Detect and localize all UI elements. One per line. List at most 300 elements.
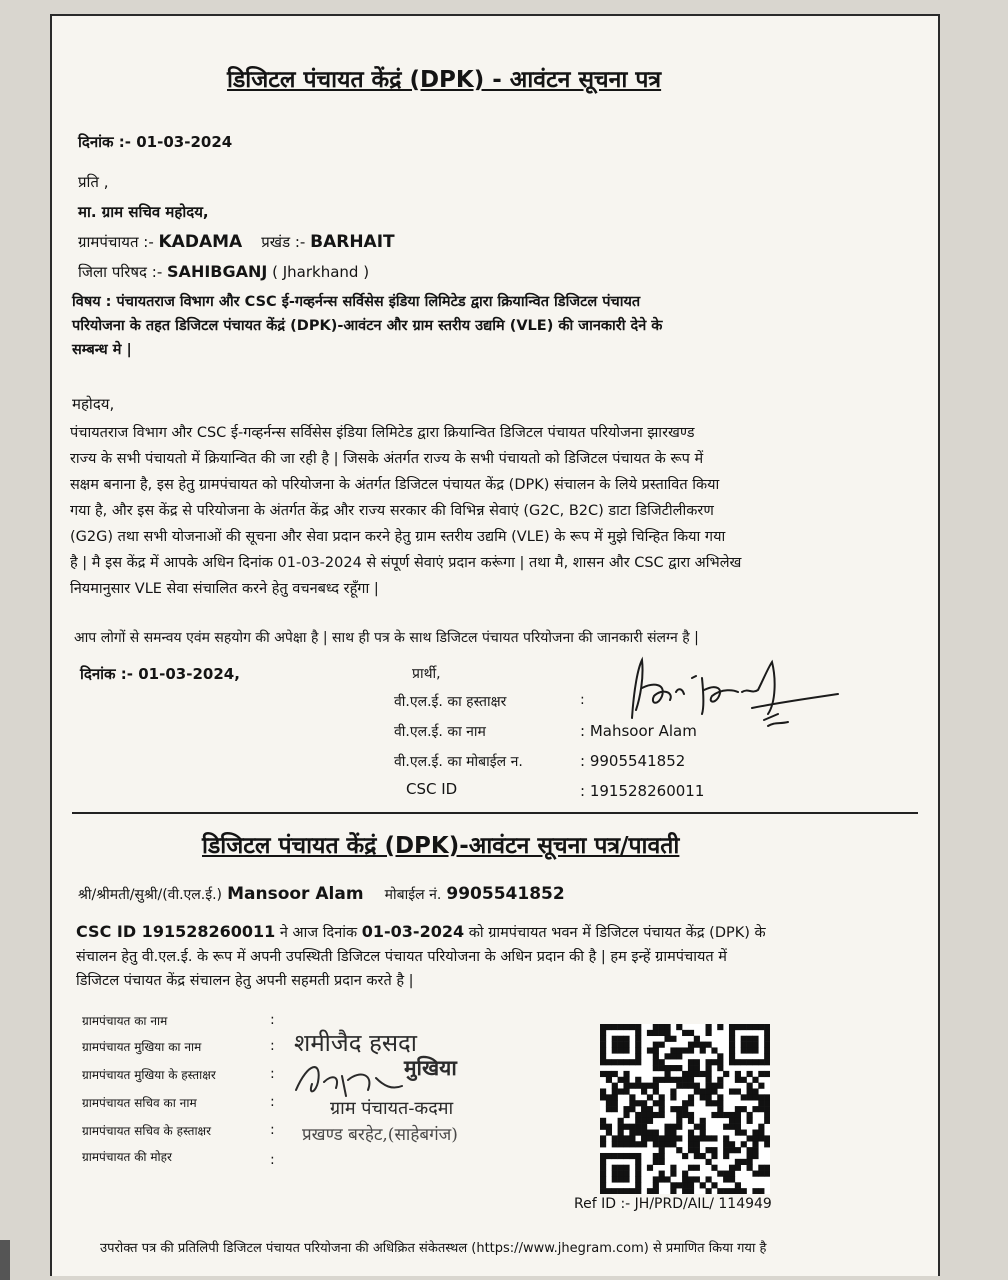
qr-module bbox=[764, 1030, 770, 1036]
qr-module bbox=[735, 1077, 741, 1083]
qr-module bbox=[600, 1042, 606, 1048]
qr-module bbox=[612, 1094, 618, 1100]
stamp-designation: मुखिया bbox=[404, 1055, 457, 1080]
mobile-label: मोबाईल नं. bbox=[384, 887, 442, 903]
qr-module bbox=[758, 1124, 764, 1130]
qr-module bbox=[735, 1112, 741, 1118]
qr-module bbox=[676, 1065, 682, 1071]
qr-module bbox=[752, 1077, 758, 1083]
qr-module bbox=[653, 1176, 659, 1182]
qr-module bbox=[688, 1182, 694, 1188]
qr-module bbox=[647, 1135, 653, 1141]
csc-id-text: CSC ID 191528260011 bbox=[76, 922, 276, 941]
qr-module bbox=[747, 1083, 753, 1089]
qr-module bbox=[612, 1042, 618, 1048]
qr-module bbox=[612, 1047, 618, 1053]
qr-module bbox=[612, 1036, 618, 1042]
qr-module bbox=[741, 1188, 747, 1194]
qr-module bbox=[606, 1077, 612, 1083]
qr-module bbox=[747, 1024, 753, 1030]
qr-module bbox=[723, 1176, 729, 1182]
qr-module bbox=[618, 1188, 624, 1194]
footer-note: उपरोक्त पत्र की प्रतिलिपी डिजिटल पंचायत परियोजना की अधिक्रित संकेतस्थल (https://www.jhegram.com) से प्रमाणित किया गया है bbox=[100, 1241, 767, 1256]
qr-module bbox=[600, 1153, 606, 1159]
qr-module bbox=[676, 1182, 682, 1188]
qr-module bbox=[747, 1112, 753, 1118]
qr-module bbox=[623, 1036, 629, 1042]
qr-module bbox=[747, 1088, 753, 1094]
mukhiya-signature-label: ग्रामपंचायत मुखिया के हस्ताक्षर bbox=[82, 1068, 216, 1082]
qr-module bbox=[758, 1188, 764, 1194]
qr-module bbox=[729, 1053, 735, 1059]
qr-module bbox=[641, 1106, 647, 1112]
ref-id: Ref ID :- JH/PRD/AIL/ 114949 bbox=[574, 1196, 772, 1212]
qr-module bbox=[618, 1047, 624, 1053]
qr-module bbox=[635, 1153, 641, 1159]
qr-module bbox=[623, 1088, 629, 1094]
qr-module bbox=[635, 1165, 641, 1171]
qr-module bbox=[676, 1083, 682, 1089]
qr-module bbox=[688, 1118, 694, 1124]
qr-module bbox=[647, 1112, 653, 1118]
qr-module bbox=[653, 1059, 659, 1065]
qr-module bbox=[723, 1135, 729, 1141]
qr-module bbox=[706, 1065, 712, 1071]
qr-module bbox=[758, 1083, 764, 1089]
qr-module bbox=[612, 1071, 618, 1077]
qr-module bbox=[688, 1188, 694, 1194]
csc-id-label: CSC ID bbox=[406, 780, 458, 798]
subject-block bbox=[72, 290, 662, 362]
qr-module bbox=[688, 1059, 694, 1065]
qr-module bbox=[600, 1165, 606, 1171]
vle-name-sep: : bbox=[580, 722, 586, 740]
qr-module bbox=[764, 1094, 770, 1100]
qr-module bbox=[747, 1047, 753, 1053]
qr-module bbox=[653, 1100, 659, 1106]
qr-module bbox=[688, 1047, 694, 1053]
qr-module bbox=[752, 1088, 758, 1094]
qr-module bbox=[700, 1071, 706, 1077]
qr-module bbox=[606, 1153, 612, 1159]
qr-module bbox=[711, 1088, 717, 1094]
vle-mobile-row bbox=[580, 752, 685, 770]
mukhiya-signature-sep: : bbox=[270, 1066, 275, 1082]
qr-module bbox=[612, 1106, 618, 1112]
qr-module bbox=[706, 1042, 712, 1048]
qr-module bbox=[659, 1106, 665, 1112]
qr-module bbox=[600, 1188, 606, 1194]
qr-module bbox=[700, 1130, 706, 1136]
qr-module bbox=[659, 1100, 665, 1106]
qr-module bbox=[758, 1100, 764, 1106]
district-value: SAHIBGANJ bbox=[167, 262, 268, 281]
block-value: BARHAIT bbox=[310, 232, 395, 252]
qr-module bbox=[629, 1094, 635, 1100]
qr-module bbox=[635, 1112, 641, 1118]
qr-module bbox=[688, 1130, 694, 1136]
qr-module bbox=[717, 1094, 723, 1100]
qr-module bbox=[670, 1065, 676, 1071]
qr-module bbox=[623, 1188, 629, 1194]
qr-module bbox=[600, 1171, 606, 1177]
qr-module bbox=[612, 1083, 618, 1089]
qr-module bbox=[729, 1042, 735, 1048]
qr-module bbox=[653, 1112, 659, 1118]
receipt-title: डिजिटल पंचायत केंद्रं (DPK)-आवंटन सूचना पत्र/पावती bbox=[202, 833, 680, 859]
qr-module bbox=[729, 1059, 735, 1065]
qr-module bbox=[629, 1141, 635, 1147]
qr-module bbox=[706, 1088, 712, 1094]
qr-module bbox=[741, 1047, 747, 1053]
qr-module bbox=[600, 1047, 606, 1053]
qr-module bbox=[747, 1165, 753, 1171]
qr-module bbox=[653, 1083, 659, 1089]
qr-module bbox=[623, 1059, 629, 1065]
qr-module bbox=[729, 1124, 735, 1130]
qr-module bbox=[600, 1088, 606, 1094]
receipt-line: संचालन हेतु वी.एल.ई. के रूप में अपनी उपस्थिती डिजिटल पंचायत परियोजना के अधिन प्रदान की है | हम इन्हें ग्रामपंचायत में bbox=[76, 949, 727, 965]
csc-id-value: 191528260011 bbox=[589, 782, 705, 800]
applicant-label: प्रार्थी, bbox=[412, 666, 441, 682]
qr-module bbox=[635, 1182, 641, 1188]
gp-name-label: ग्रामपंचायत का नाम bbox=[82, 1014, 168, 1028]
qr-module bbox=[706, 1030, 712, 1036]
qr-module bbox=[612, 1024, 618, 1030]
qr-module bbox=[682, 1153, 688, 1159]
qr-module bbox=[641, 1124, 647, 1130]
qr-module bbox=[711, 1165, 717, 1171]
qr-module bbox=[618, 1088, 624, 1094]
qr-module bbox=[664, 1065, 670, 1071]
qr-module bbox=[653, 1065, 659, 1071]
qr-module bbox=[641, 1112, 647, 1118]
qr-module bbox=[647, 1106, 653, 1112]
csc-id-sep: : bbox=[580, 782, 586, 800]
qr-module bbox=[682, 1083, 688, 1089]
qr-module bbox=[735, 1071, 741, 1077]
qr-module bbox=[747, 1071, 753, 1077]
qr-module bbox=[670, 1141, 676, 1147]
qr-module bbox=[635, 1100, 641, 1106]
qr-module bbox=[647, 1165, 653, 1171]
qr-module bbox=[764, 1059, 770, 1065]
receipt-body bbox=[76, 920, 766, 993]
qr-module bbox=[647, 1094, 653, 1100]
qr-module bbox=[682, 1030, 688, 1036]
qr-module bbox=[694, 1042, 700, 1048]
qr-module bbox=[664, 1071, 670, 1077]
qr-module bbox=[682, 1071, 688, 1077]
qr-module bbox=[758, 1130, 764, 1136]
qr-module bbox=[653, 1182, 659, 1188]
vle-signature-image bbox=[589, 648, 842, 740]
mukhiya-name-sep: : bbox=[270, 1038, 275, 1054]
qr-module bbox=[706, 1024, 712, 1030]
district-state: ( Jharkhand ) bbox=[267, 263, 370, 281]
qr-module bbox=[723, 1071, 729, 1077]
qr-module bbox=[618, 1130, 624, 1136]
qr-module bbox=[764, 1165, 770, 1171]
qr-module bbox=[647, 1130, 653, 1136]
stamp-panchayat: ग्राम पंचायत-कदमा bbox=[330, 1098, 454, 1119]
qr-module bbox=[670, 1188, 676, 1194]
qr-module bbox=[711, 1153, 717, 1159]
qr-module bbox=[688, 1165, 694, 1171]
qr-module bbox=[717, 1024, 723, 1030]
qr-module bbox=[711, 1112, 717, 1118]
qr-module bbox=[623, 1083, 629, 1089]
qr-module bbox=[600, 1024, 606, 1030]
qr-module bbox=[635, 1159, 641, 1165]
qr-module bbox=[653, 1030, 659, 1036]
qr-module bbox=[711, 1100, 717, 1106]
qr-module bbox=[741, 1159, 747, 1165]
qr-module bbox=[752, 1106, 758, 1112]
qr-module bbox=[758, 1059, 764, 1065]
qr-module bbox=[700, 1182, 706, 1188]
qr-module bbox=[653, 1159, 659, 1165]
receipt-name-line bbox=[78, 884, 565, 904]
qr-module bbox=[752, 1042, 758, 1048]
qr-module bbox=[758, 1106, 764, 1112]
qr-module bbox=[600, 1118, 606, 1124]
qr-module bbox=[606, 1124, 612, 1130]
qr-code bbox=[600, 1024, 770, 1194]
qr-module bbox=[764, 1036, 770, 1042]
qr-module bbox=[688, 1112, 694, 1118]
qr-module bbox=[618, 1153, 624, 1159]
qr-module bbox=[618, 1135, 624, 1141]
qr-module bbox=[618, 1024, 624, 1030]
qr-module bbox=[694, 1147, 700, 1153]
qr-module bbox=[729, 1141, 735, 1147]
qr-module bbox=[659, 1153, 665, 1159]
qr-module bbox=[659, 1030, 665, 1036]
vle-name-label: वी.एल.ई. का नाम bbox=[394, 724, 486, 740]
qr-module bbox=[635, 1077, 641, 1083]
qr-module bbox=[700, 1094, 706, 1100]
qr-module bbox=[706, 1188, 712, 1194]
qr-module bbox=[629, 1188, 635, 1194]
qr-module bbox=[729, 1030, 735, 1036]
qr-module bbox=[717, 1077, 723, 1083]
qr-module bbox=[735, 1124, 741, 1130]
qr-module bbox=[623, 1176, 629, 1182]
qr-module bbox=[676, 1106, 682, 1112]
qr-module bbox=[641, 1088, 647, 1094]
qr-module bbox=[694, 1071, 700, 1077]
qr-module bbox=[641, 1100, 647, 1106]
qr-module bbox=[676, 1112, 682, 1118]
qr-module bbox=[635, 1024, 641, 1030]
qr-module bbox=[717, 1112, 723, 1118]
qr-module bbox=[635, 1036, 641, 1042]
qr-module bbox=[758, 1171, 764, 1177]
qr-module bbox=[717, 1065, 723, 1071]
qr-module bbox=[729, 1112, 735, 1118]
qr-module bbox=[688, 1135, 694, 1141]
qr-module bbox=[682, 1100, 688, 1106]
qr-module bbox=[659, 1171, 665, 1177]
qr-module bbox=[653, 1153, 659, 1159]
qr-module bbox=[723, 1153, 729, 1159]
qr-module bbox=[735, 1182, 741, 1188]
sign-date: दिनांक :- 01-03-2024, bbox=[80, 665, 240, 683]
qr-module bbox=[706, 1059, 712, 1065]
qr-module bbox=[711, 1147, 717, 1153]
qr-module bbox=[618, 1165, 624, 1171]
qr-module bbox=[717, 1106, 723, 1112]
qr-module bbox=[618, 1171, 624, 1177]
qr-module bbox=[676, 1024, 682, 1030]
qr-module bbox=[618, 1036, 624, 1042]
qr-module bbox=[764, 1112, 770, 1118]
vle-signature-sep: : bbox=[580, 692, 585, 708]
qr-module bbox=[735, 1024, 741, 1030]
letter-date: दिनांक :- 01-03-2024 bbox=[78, 133, 233, 151]
qr-module bbox=[706, 1100, 712, 1106]
qr-module bbox=[741, 1042, 747, 1048]
qr-module bbox=[717, 1059, 723, 1065]
qr-module bbox=[670, 1036, 676, 1042]
receipt-text: को ग्रामपंचायत भवन में डिजिटल पंचायत केंद्र (DPK) के bbox=[464, 925, 766, 941]
qr-module bbox=[670, 1077, 676, 1083]
qr-module bbox=[676, 1053, 682, 1059]
qr-module bbox=[688, 1094, 694, 1100]
qr-module bbox=[600, 1059, 606, 1065]
body-line: पंचायतराज विभाग और CSC ई-गव्हर्नन्स सर्विसेस इंडिया लिमिटेड द्वारा क्रियान्वित डिजिटल पंचायत परियोजना झारखण्ड bbox=[70, 425, 695, 441]
qr-module bbox=[764, 1053, 770, 1059]
qr-module bbox=[723, 1112, 729, 1118]
qr-module bbox=[752, 1141, 758, 1147]
qr-module bbox=[688, 1141, 694, 1147]
qr-module bbox=[747, 1094, 753, 1100]
body-line: है | मै इस केंद्र में आपके अधिन दिनांक 01-03-2024 से संपूर्ण सेवाएं प्रदान करूंगा | तथा मै, शासन और CSC द्वारा अभिलेख bbox=[70, 555, 742, 571]
qr-module bbox=[735, 1165, 741, 1171]
qr-module bbox=[635, 1141, 641, 1147]
gp-block-line bbox=[78, 232, 395, 252]
qr-module bbox=[659, 1024, 665, 1030]
qr-module bbox=[688, 1083, 694, 1089]
qr-module bbox=[606, 1071, 612, 1077]
qr-module bbox=[641, 1130, 647, 1136]
qr-module bbox=[600, 1053, 606, 1059]
qr-module bbox=[752, 1130, 758, 1136]
qr-module bbox=[688, 1147, 694, 1153]
qr-module bbox=[618, 1059, 624, 1065]
qr-module bbox=[700, 1153, 706, 1159]
section-divider bbox=[72, 812, 918, 814]
qr-module bbox=[741, 1106, 747, 1112]
qr-module bbox=[659, 1135, 665, 1141]
qr-module bbox=[752, 1171, 758, 1177]
qr-module bbox=[747, 1036, 753, 1042]
vle-mobile-sep: : bbox=[580, 752, 586, 770]
qr-module bbox=[670, 1124, 676, 1130]
gp-value: KADAMA bbox=[158, 232, 243, 252]
qr-module bbox=[764, 1071, 770, 1077]
qr-module bbox=[764, 1047, 770, 1053]
qr-module bbox=[670, 1047, 676, 1053]
vle-mobile-value: 9905541852 bbox=[589, 752, 686, 770]
qr-module bbox=[623, 1124, 629, 1130]
qr-module bbox=[600, 1135, 606, 1141]
qr-module bbox=[735, 1106, 741, 1112]
body-line: नियमानुसार VLE सेवा संचालित करने हेतु वचनबध्द रहूँगा | bbox=[70, 581, 379, 597]
qr-module bbox=[717, 1100, 723, 1106]
qr-module bbox=[741, 1024, 747, 1030]
qr-module bbox=[711, 1182, 717, 1188]
qr-module bbox=[729, 1088, 735, 1094]
qr-module bbox=[606, 1059, 612, 1065]
qr-module bbox=[676, 1147, 682, 1153]
qr-module bbox=[623, 1024, 629, 1030]
qr-module bbox=[688, 1030, 694, 1036]
qr-module bbox=[653, 1130, 659, 1136]
qr-module bbox=[723, 1147, 729, 1153]
gp-seal-label: ग्रामपंचायत की मोहर bbox=[82, 1150, 172, 1164]
qr-module bbox=[664, 1030, 670, 1036]
qr-module bbox=[635, 1130, 641, 1136]
qr-module bbox=[600, 1159, 606, 1165]
qr-module bbox=[700, 1047, 706, 1053]
qr-module bbox=[729, 1188, 735, 1194]
qr-module bbox=[618, 1141, 624, 1147]
qr-module bbox=[735, 1130, 741, 1136]
qr-module bbox=[717, 1171, 723, 1177]
qr-module bbox=[676, 1047, 682, 1053]
qr-module bbox=[670, 1182, 676, 1188]
qr-module bbox=[752, 1036, 758, 1042]
qr-module bbox=[647, 1030, 653, 1036]
qr-module bbox=[659, 1176, 665, 1182]
qr-module bbox=[758, 1135, 764, 1141]
qr-module bbox=[688, 1065, 694, 1071]
qr-module bbox=[641, 1083, 647, 1089]
qr-module bbox=[623, 1047, 629, 1053]
qr-module bbox=[629, 1100, 635, 1106]
qr-module bbox=[747, 1159, 753, 1165]
qr-module bbox=[600, 1036, 606, 1042]
qr-module bbox=[664, 1141, 670, 1147]
qr-module bbox=[612, 1135, 618, 1141]
qr-module bbox=[735, 1118, 741, 1124]
qr-module bbox=[741, 1094, 747, 1100]
secretary-name-label: ग्रामपंचायत सचिव का नाम bbox=[82, 1096, 197, 1110]
qr-module bbox=[747, 1153, 753, 1159]
qr-module bbox=[629, 1106, 635, 1112]
qr-module bbox=[670, 1106, 676, 1112]
mobile-value: 9905541852 bbox=[446, 884, 565, 904]
qr-module bbox=[635, 1059, 641, 1065]
qr-module bbox=[629, 1130, 635, 1136]
qr-module bbox=[752, 1094, 758, 1100]
qr-module bbox=[758, 1024, 764, 1030]
qr-module bbox=[659, 1042, 665, 1048]
qr-module bbox=[729, 1176, 735, 1182]
qr-module bbox=[659, 1059, 665, 1065]
qr-module bbox=[717, 1188, 723, 1194]
qr-module bbox=[758, 1071, 764, 1077]
qr-module bbox=[694, 1088, 700, 1094]
qr-module bbox=[747, 1118, 753, 1124]
qr-module bbox=[700, 1042, 706, 1048]
qr-module bbox=[647, 1047, 653, 1053]
qr-module bbox=[700, 1135, 706, 1141]
receipt-date: 01-03-2024 bbox=[361, 922, 465, 941]
qr-module bbox=[700, 1124, 706, 1130]
